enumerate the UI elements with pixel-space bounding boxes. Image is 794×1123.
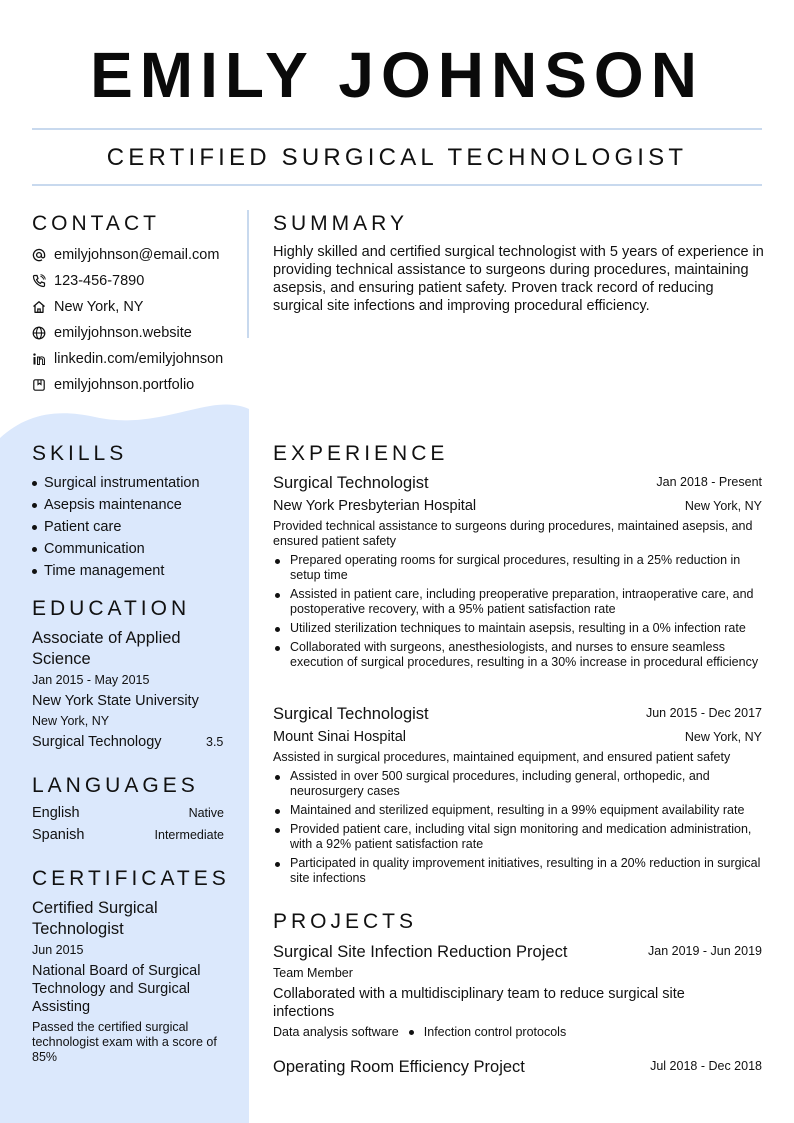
language-name: English (32, 805, 80, 821)
list-item: Utilized sterilization techniques to maintain asepsis, resulting in a 0% infection rate (273, 621, 763, 636)
summary-heading: SUMMARY (273, 212, 408, 235)
project-desc-line1: Collaborated with a multidisciplinary team to reduce surgical site (273, 986, 685, 1002)
skill-text: Patient care (44, 519, 122, 535)
certificate-desc-line1: Passed the certified surgical (32, 1020, 189, 1034)
contact-website[interactable] (32, 320, 223, 346)
contact-portfolio-text: emilyjohnson.portfolio (54, 377, 195, 393)
bullet-icon (32, 569, 37, 574)
contact-linkedin-text: linkedin.com/emilyjohnson (54, 351, 224, 367)
certificates-heading: CERTIFICATES (32, 867, 230, 890)
column-divider (247, 210, 249, 338)
certificate-desc-line2: technologist exam with a score of (32, 1035, 217, 1049)
contact-heading: CONTACT (32, 212, 160, 235)
bullet-icon (32, 547, 37, 552)
header-rule-bottom (32, 184, 762, 186)
education-gpa: 3.5 (206, 735, 224, 749)
certificate-date: Jun 2015 (32, 943, 84, 957)
skill-item (32, 538, 200, 560)
job-description: Provided technical assistance to surgeons during procedures, maintained asepsis, and ensured patient safety (273, 519, 753, 548)
contact-linkedin[interactable] (32, 346, 223, 372)
list-item: Assisted in patient care, including preoperative preparation, intraoperative care, and postoperative recovery, with a 95% patient satisfaction rate (273, 587, 763, 617)
bullet-icon (32, 503, 37, 508)
contact-website-text: emilyjohnson.website (54, 325, 192, 341)
phone-icon (32, 274, 46, 288)
skill-text: Surgical instrumentation (44, 475, 200, 491)
education-field: Surgical Technology (32, 734, 162, 750)
at-icon (32, 248, 46, 262)
job-description: Assisted in surgical procedures, maintained equipment, and ensured patient safety (273, 750, 731, 764)
job-employer: New York Presbyterian Hospital (273, 498, 477, 514)
contact-location-text: New York, NY (54, 299, 144, 315)
job-bullets (273, 769, 763, 890)
education-school: New York State University (32, 693, 199, 709)
contact-phone[interactable] (32, 268, 223, 294)
certificate-issuer-line3: Assisting (32, 999, 91, 1015)
education-location: New York, NY (32, 714, 110, 728)
project-tool: Data analysis software (273, 1025, 399, 1039)
contact-email[interactable] (32, 242, 223, 268)
list-item: Maintained and sterilized equipment, resulting in a 99% equipment availability rate (273, 803, 763, 818)
list-item: Assisted in over 500 surgical procedures, including general, orthopedic, and neurosurgery cases (273, 769, 763, 799)
language-level: Intermediate (154, 828, 224, 842)
linkedin-icon (32, 352, 46, 366)
skills-list (32, 472, 200, 582)
education-degree-line1: Associate of Applied (32, 629, 181, 647)
projects-heading: PROJECTS (273, 910, 418, 933)
job-title: Surgical Technologist (273, 474, 429, 492)
experience-heading: EXPERIENCE (273, 442, 449, 465)
skill-text: Communication (44, 541, 145, 557)
project-tool: Infection control protocols (423, 1025, 567, 1039)
skills-heading: SKILLS (32, 442, 128, 465)
project-dates: Jan 2019 - Jun 2019 (648, 944, 762, 958)
portfolio-icon (32, 378, 46, 392)
certificate-name-line1: Certified Surgical (32, 899, 158, 917)
job-location: New York, NY (684, 499, 762, 513)
home-icon (32, 300, 46, 314)
bullet-icon (32, 525, 37, 530)
bullet-icon (32, 481, 37, 486)
list-item: Participated in quality improvement initiatives, resulting in a 20% reduction in surgical site infections (273, 856, 763, 886)
language-level: Native (188, 806, 224, 820)
project-role: Team Member (273, 966, 353, 980)
globe-icon (32, 326, 46, 340)
project-tools (273, 1025, 566, 1039)
job-dates: Jun 2015 - Dec 2017 (645, 706, 762, 720)
skill-item (32, 560, 200, 582)
language-name: Spanish (32, 827, 85, 843)
certificate-desc-line3: 85% (32, 1050, 58, 1064)
skill-item (32, 516, 200, 538)
list-item: Prepared operating rooms for surgical procedures, resulting in a 25% reduction in setup time (273, 553, 763, 583)
education-heading: EDUCATION (32, 597, 191, 620)
contact-portfolio[interactable] (32, 372, 223, 398)
languages-heading: LANGUAGES (32, 774, 199, 797)
contact-phone-text: 123-456-7890 (54, 273, 145, 289)
skill-text: Time management (44, 563, 165, 579)
skill-item (32, 472, 200, 494)
header-rule-top (32, 128, 762, 130)
job-title: Surgical Technologist (273, 705, 429, 723)
project-dates: Jul 2018 - Dec 2018 (650, 1059, 762, 1073)
project-desc-line2: infections (273, 1004, 335, 1020)
list-item: Collaborated with surgeons, anesthesiologists, and nurses to ensure seamless execution of surgical procedures, resulting in a 30% increase in procedural efficiency (273, 640, 763, 670)
contact-location (32, 294, 223, 320)
contact-list (32, 242, 223, 398)
education-degree-line2: Science (32, 650, 91, 668)
contact-email-text: emilyjohnson@email.com (54, 247, 220, 263)
job-dates: Jan 2018 - Present (656, 475, 762, 489)
project-name: Operating Room Efficiency Project (273, 1058, 525, 1076)
job-title: CERTIFIED SURGICAL TECHNOLOGIST (106, 144, 688, 171)
summary-text: Highly skilled and certified surgical technologist with 5 years of experience in providing technical assistance to surgeons during procedures, maintaining asepsis, and ensuring patient safety. Proven track record of reducing surgical site infections and improving procedural efficiency. (273, 244, 764, 314)
certificate-issuer-line2: Technology and Surgical (32, 981, 190, 997)
job-employer: Mount Sinai Hospital (273, 729, 406, 745)
bullet-icon (409, 1030, 414, 1035)
certificate-issuer-line1: National Board of Surgical (32, 963, 201, 979)
certificate-name-line2: Technologist (32, 920, 124, 938)
candidate-name: EMILY JOHNSON (90, 39, 704, 111)
job-location: New York, NY (684, 730, 762, 744)
job-bullets (273, 553, 763, 674)
skill-text: Asepsis maintenance (44, 497, 182, 513)
skill-item (32, 494, 200, 516)
education-dates: Jan 2015 - May 2015 (32, 673, 150, 687)
list-item: Provided patient care, including vital sign monitoring and medication administration, with a 92% patient satisfaction rate (273, 822, 763, 852)
project-name: Surgical Site Infection Reduction Project (273, 943, 568, 961)
